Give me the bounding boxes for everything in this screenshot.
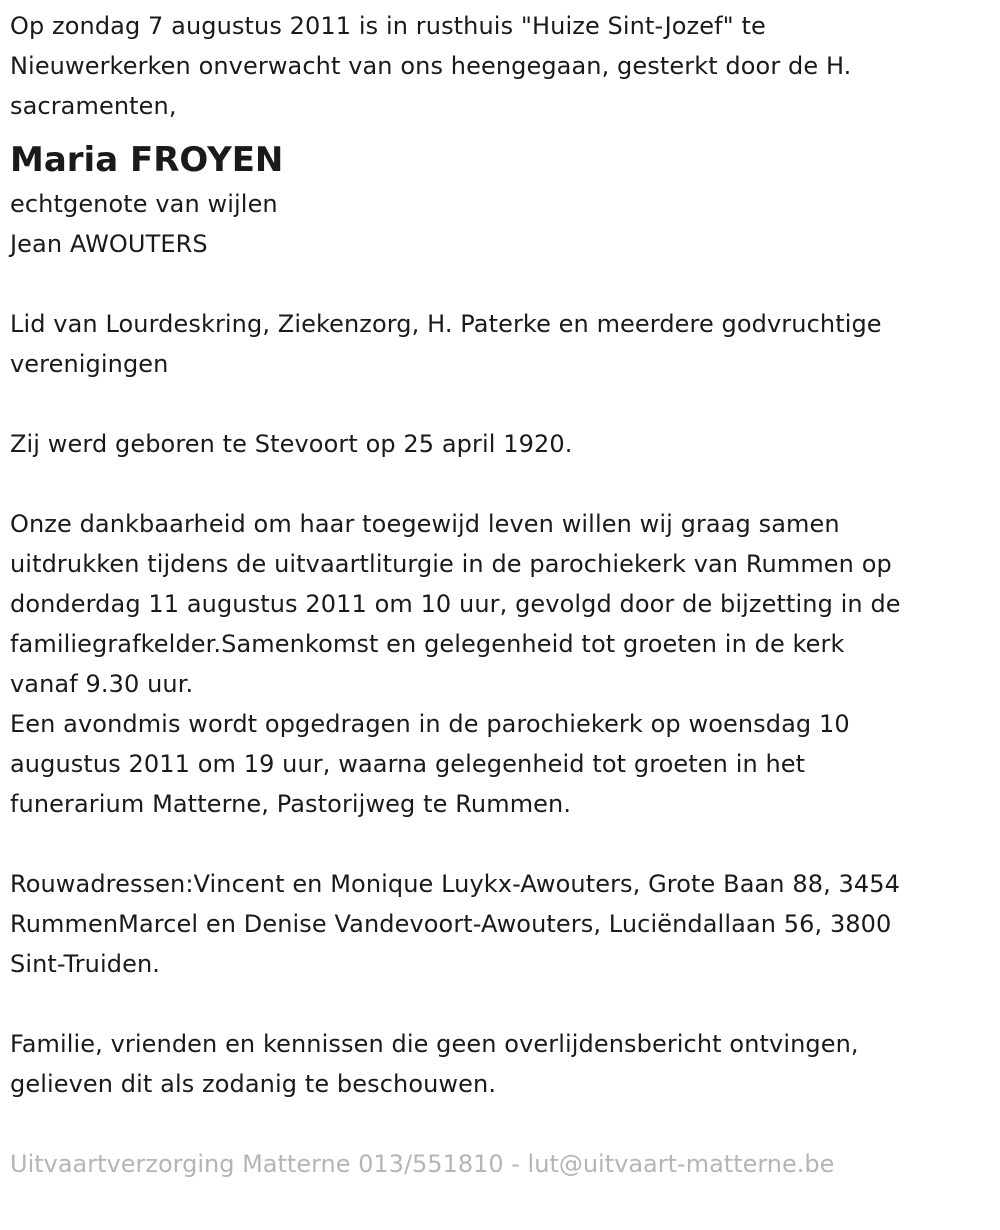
membership-paragraph	[10, 304, 990, 384]
spacer	[10, 384, 990, 424]
closing-paragraph	[10, 1024, 990, 1104]
funeral-line-6: Een avondmis wordt opgedragen in de parochiekerk op woensdag 10	[10, 710, 850, 738]
funeral-line-7: augustus 2011 om 19 uur, waarna gelegenheid tot groeten in het	[10, 750, 806, 778]
birth-line-1: Zij werd geboren te Stevoort op 25 april 1920.	[10, 430, 573, 458]
spacer	[10, 1104, 990, 1144]
funeral-line-4: familiegrafkelder.Samenkomst en gelegenheid tot groeten in de kerk	[10, 630, 845, 658]
relation-text: echtgenote van wijlen	[10, 190, 278, 218]
funeral-paragraph	[10, 504, 990, 824]
spouse-name: Jean AWOUTERS	[10, 230, 208, 258]
spacer	[10, 464, 990, 504]
closing-line-1: Familie, vrienden en kennissen die geen overlijdensbericht ontvingen,	[10, 1030, 859, 1058]
birth-paragraph	[10, 424, 990, 464]
funeral-line-3: donderdag 11 augustus 2011 om 10 uur, gevolgd door de bijzetting in de	[10, 590, 901, 618]
intro-line-2: Nieuwerkerken onverwacht van ons heengegaan, gesterkt door de H.	[10, 52, 852, 80]
spacer	[10, 824, 990, 864]
spacer	[10, 984, 990, 1024]
funeral-home-footer: Uitvaartverzorging Matterne 013/551810 - lut@uitvaart-matterne.be	[10, 1150, 835, 1178]
deceased-block	[10, 126, 990, 264]
membership-line-2: verenigingen	[10, 350, 169, 378]
funeral-line-2: uitdrukken tijdens de uitvaartliturgie in de parochiekerk van Rummen op	[10, 550, 892, 578]
closing-line-2: gelieven dit als zodanig te beschouwen.	[10, 1070, 497, 1098]
spacer	[10, 264, 990, 304]
funeral-line-8: funerarium Matterne, Pastorijweg te Rummen.	[10, 790, 572, 818]
addresses-line-2: RummenMarcel en Denise Vandevoort-Awouters, Luciëndallaan 56, 3800	[10, 910, 892, 938]
intro-line-3: sacramenten,	[10, 92, 177, 120]
membership-line-1: Lid van Lourdeskring, Ziekenzorg, H. Paterke en meerdere godvruchtige	[10, 310, 882, 338]
addresses-line-1: Rouwadressen:Vincent en Monique Luykx-Awouters, Grote Baan 88, 3454	[10, 870, 901, 898]
deceased-name: Maria FROYEN	[10, 140, 284, 180]
funeral-line-1: Onze dankbaarheid om haar toegewijd leven willen wij graag samen	[10, 510, 840, 538]
funeral-line-5: vanaf 9.30 uur.	[10, 670, 194, 698]
addresses-paragraph	[10, 864, 990, 984]
addresses-line-3: Sint-Truiden.	[10, 950, 160, 978]
intro-paragraph	[10, 6, 990, 126]
intro-line-1: Op zondag 7 augustus 2011 is in rusthuis "Huize Sint-Jozef" te	[10, 12, 766, 40]
